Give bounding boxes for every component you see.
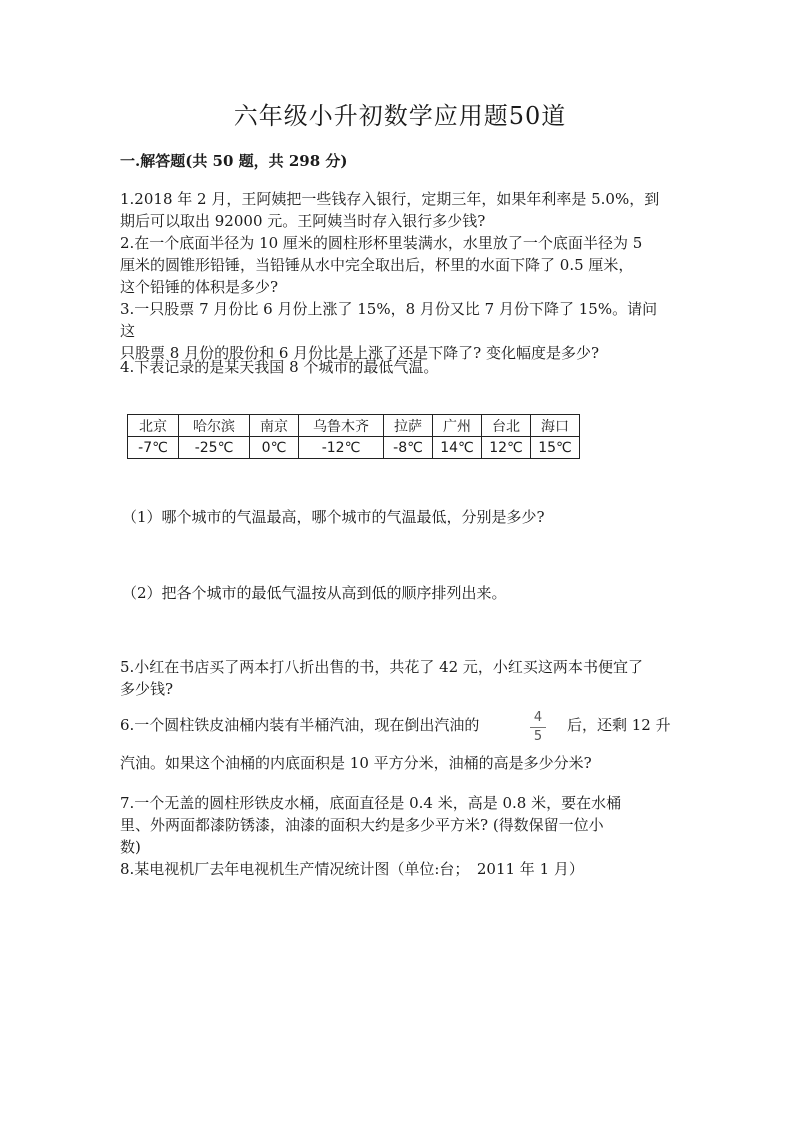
table-cell: 广州 [433, 415, 482, 437]
question-text-line: （1）哪个城市的气温最高，哪个城市的气温最低，分别是多少? [122, 508, 545, 526]
question-8 [120, 858, 660, 880]
table-row-temperatures [128, 437, 580, 459]
question-text-line: 4.下表记录的是某天我国 8 个城市的最低气温。 [120, 358, 439, 376]
question-text-line: 里、外两面都漆防锈漆，油漆的面积大约是多少平方米? (得数保留一位小 [120, 816, 604, 834]
question-5 [120, 656, 660, 700]
table-cell: 哈尔滨 [179, 415, 250, 437]
fraction [530, 710, 546, 745]
question-3 [120, 298, 660, 364]
question-text-line: 汽油。如果这个油桶的内底面积是 10 平方分米，油桶的高是多少分米? [120, 754, 592, 772]
question-7 [120, 792, 660, 858]
table-cell: 14℃ [433, 437, 482, 459]
table-cell: -8℃ [384, 437, 433, 459]
question-text-line: 1.2018 年 2 月，王阿姨把一些钱存入银行，定期三年，如果年利率是 5.0%，到 [120, 190, 660, 208]
question-text-line: 7.一个无盖的圆柱形铁皮水桶，底面直径是 0.4 米，高是 0.8 米，要在水桶 [120, 794, 622, 812]
fraction-bar [530, 727, 546, 728]
question-4-part-2 [122, 582, 662, 604]
table-row-cities [128, 415, 580, 437]
question-text-line: 6.一个圆柱铁皮油桶内装有半桶汽油，现在倒出汽油的 [120, 716, 480, 734]
question-text-line: （2）把各个城市的最低气温按从高到低的顺序排列出来。 [122, 584, 507, 602]
table-cell: 0℃ [250, 437, 299, 459]
question-text-line: 2.在一个底面半径为 10 厘米的圆柱形杯里装满水，水里放了一个底面半径为 5 [120, 234, 643, 252]
fraction-denominator: 5 [533, 729, 543, 744]
temperature-table [127, 414, 580, 459]
table-cell: 12℃ [482, 437, 531, 459]
question-text-line: 5.小红在书店买了两本打八折出售的书，共花了 42 元，小红买这两本书便宜了 [120, 658, 643, 676]
table-cell: 15℃ [531, 437, 580, 459]
table-cell: 台北 [482, 415, 531, 437]
table-cell: -7℃ [128, 437, 179, 459]
question-text-line: 多少钱? [120, 680, 174, 698]
table-cell: -25℃ [179, 437, 250, 459]
table-cell: 北京 [128, 415, 179, 437]
section-heading: 一.解答题(共 50 题，共 298 分) [120, 152, 348, 170]
table-cell: 拉萨 [384, 415, 433, 437]
question-text-line: 只股票 8 月份的股份和 6 月份比是上涨了还是下降了? 变化幅度是多少? [120, 344, 600, 362]
table-cell: -12℃ [299, 437, 384, 459]
question-text-line: 8.某电视机厂去年电视机生产情况统计图（单位:台； 2011 年 1 月） [120, 860, 584, 878]
question-text-line: 3.一只股票 7 月份比 6 月份上涨了 15%，8 月份又比 7 月份下降了 15%。请问这 [120, 300, 658, 340]
table-cell: 南京 [250, 415, 299, 437]
question-text-line: 期后可以取出 92000 元。王阿姨当时存入银行多少钱? [120, 212, 486, 230]
question-text-line: 后，还剩 12 升 [567, 716, 671, 734]
question-1 [120, 188, 660, 232]
table-cell: 海口 [531, 415, 580, 437]
question-4 [120, 356, 660, 378]
fraction-numerator: 4 [533, 710, 543, 725]
question-4-part-1 [122, 506, 662, 528]
question-text-line: 厘米的圆锥形铅锤，当铅锤从水中完全取出后，杯里的水面下降了 0.5 厘米， [120, 256, 634, 274]
question-text-line: 这个铅锤的体积是多少? [120, 278, 279, 296]
question-text-line: 数) [120, 838, 141, 856]
table-cell: 乌鲁木齐 [299, 415, 384, 437]
question-2 [120, 232, 660, 298]
page-title: 六年级小升初数学应用题50道 [233, 102, 567, 130]
